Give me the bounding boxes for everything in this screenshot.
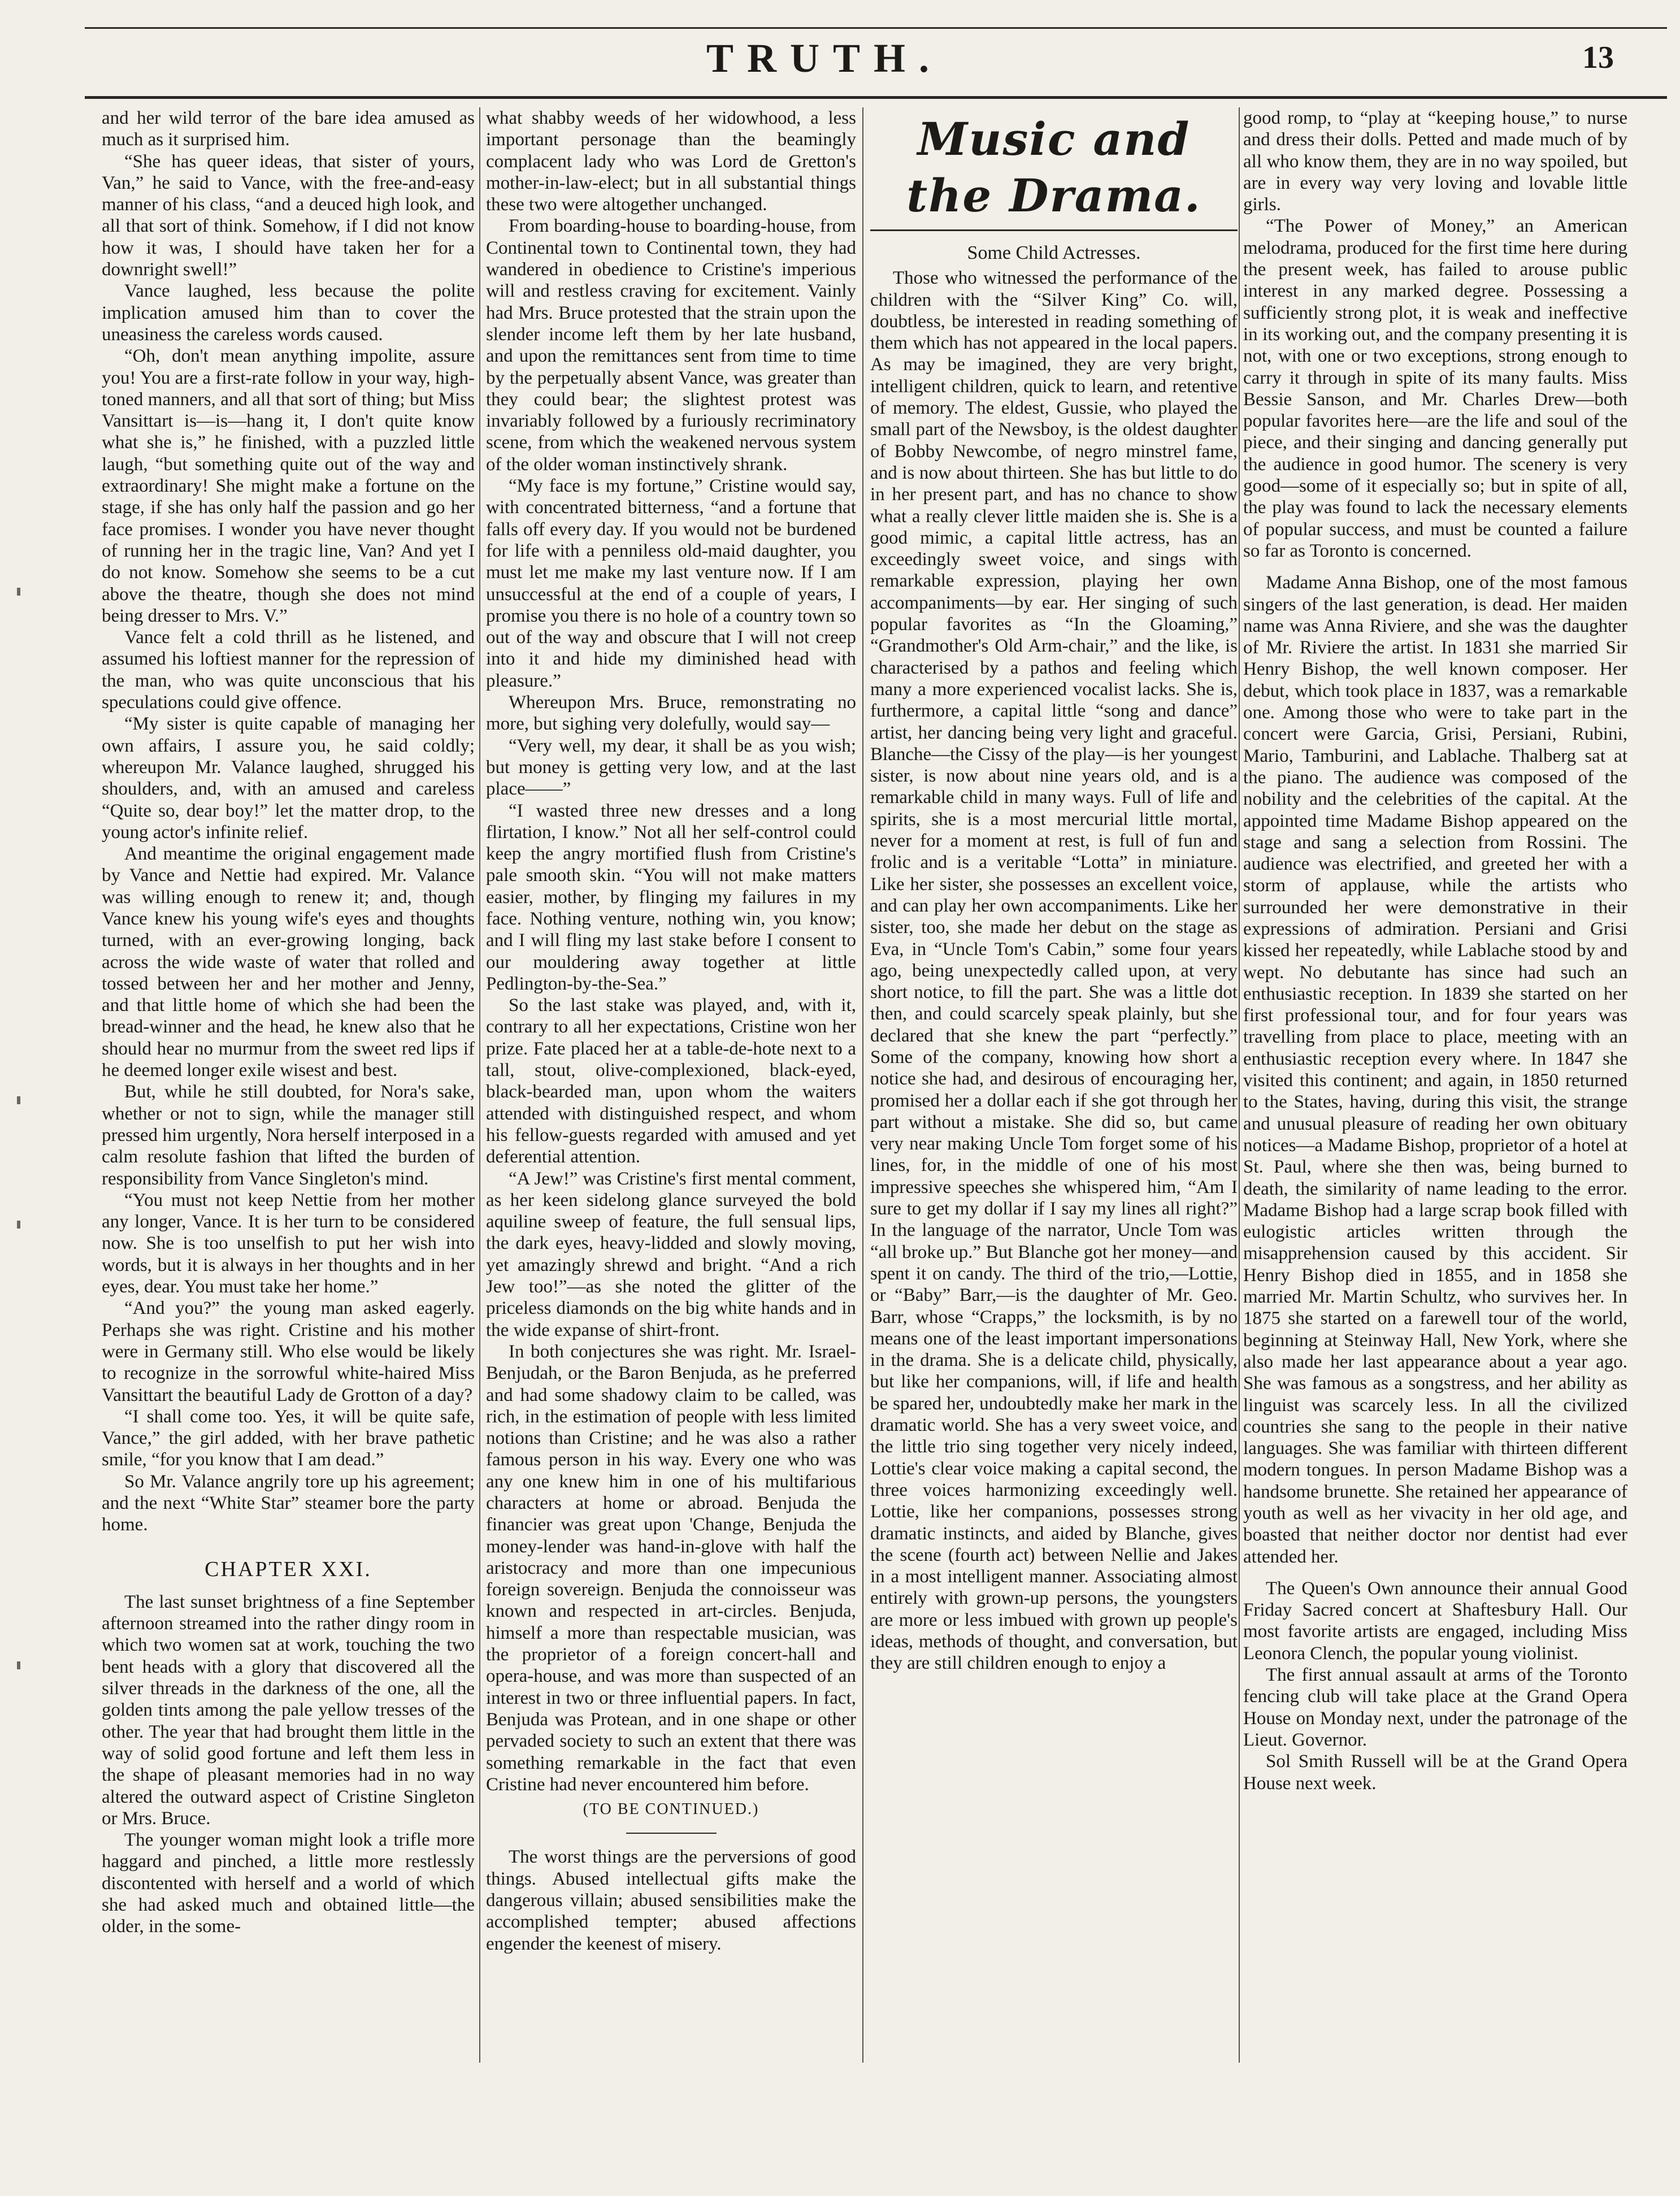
paragraph: “Oh, don't mean anything impolite, assure you! You are a first-rate follow in your way, high-toned manners, and all that sort of thing; but Miss Vansittart is—is—hang it, I don't quite know what she is,” he finished, with a puzzled little laugh, “but something quite out of the way and extraordinary! She might make a fortune on the stage, if she has only half the passion and go her face promises. I wonder you have never thought of running her in the tragic line, Van? And yet I do not know. Somehow she seems to be a cut above the theatre, though she does not mind being dresser to Mrs. V.” bbox=[102, 346, 475, 626]
paragraph: Whereupon Mrs. Bruce, remonstrating no more, but sighing very dolefully, would say— bbox=[486, 692, 856, 735]
paragraph: “I shall come too. Yes, it will be quite safe, Vance,” the girl added, with her brave pathetic smile, “for you know that I am dead.” bbox=[102, 1406, 475, 1470]
margin-mark bbox=[17, 1096, 20, 1104]
separator-rule bbox=[626, 1833, 717, 1834]
header-rule bbox=[85, 96, 1667, 99]
page-number: 13 bbox=[1582, 40, 1614, 75]
spacer bbox=[1243, 1568, 1627, 1578]
paragraph: and her wild terror of the bare idea amused as much as it surprised him. bbox=[102, 108, 475, 150]
paragraph: The younger woman might look a trifle more haggard and pinched, a little more restlessly discontented with herself and a world of which she had asked much and obtained little—the older, in the some- bbox=[102, 1830, 475, 1937]
column-3 bbox=[870, 107, 1238, 2068]
paragraph: The Queen's Own announce their annual Good Friday Sacred concert at Shaftesbury Hall. Our most favorite artists are engaged, including Miss Leonora Clench, the popular young violinist. bbox=[1243, 1578, 1627, 1664]
spacer bbox=[1243, 562, 1627, 572]
column-rule bbox=[479, 107, 480, 2063]
paragraph: In both conjectures she was right. Mr. Israel-Benjudah, or the Baron Benjuda, as he preferred and had some shadowy claim to be called, was rich, in the estimation of people with less limited notions than Cristine; and he was also a rather famous person in his way. Every one who was any one knew him in one of his multifarious characters at home or abroad. Benjuda the financier was great upon 'Change, Benjuda the money-lender was hand-in-glove with half the aristocracy and more than one impecunious foreign sovereign. Benjuda the connoisseur was known and respected in art-circles. Benjuda, himself a more than respectable musician, was the proprietor of a foreign concert-hall and opera-house, and was more than suspected of an interest in two or three influential papers. In fact, Benjuda was Protean, and in one shape or other pervaded society to such an extent that there was something remarkable in the fact that even Cristine had never encountered him before. bbox=[486, 1341, 856, 1795]
column-rule bbox=[862, 107, 863, 2063]
paragraph: The worst things are the perversions of good things. Abused intellectual gifts make the dangerous villain; abused sensibilities make the accomplished tempter; abused affections engender the keenest of misery. bbox=[486, 1847, 856, 1954]
paragraph: So Mr. Valance angrily tore up his agreement; and the next “White Star” steamer bore the party home. bbox=[102, 1471, 475, 1535]
paragraph: And meantime the original engagement made by Vance and Nettie had expired. Mr. Valance was willing enough to renew it; and, though Vance knew his young wife's eyes and thoughts turned, with an ever-growing longing, back across the wide waste of water that rolled and tossed between her and her mother and Jenny, and that little home of which she had been the bread-winner and the head, he knew also that he should hear no murmur from the sweet red lips if he deemed longer exile wisest and best. bbox=[102, 844, 475, 1081]
paragraph: So the last stake was played, and, with it, contrary to all her expectations, Cristine won her prize. Fate placed her at a table-de-hote next to a tall, stout, olive-complexioned, black-eyed, black-bearded man, upon whom the waiters attended with distinguished respect, and whom his fellow-guests regarded with amused and yet deferential attention. bbox=[486, 995, 856, 1168]
margin-mark bbox=[17, 1221, 20, 1229]
paragraph: what shabby weeds of her widowhood, a less important personage than the beamingly complacent lady who was Lord de Gretton's mother-in-law-elect; but in all substantial things these two were altogether unchanged. bbox=[486, 108, 856, 215]
paragraph: “My face is my fortune,” Cristine would say, with concentrated bitterness, “and a fortune that falls off every day. If you would not be burdened for life with a penniless old-maid daughter, you must let me make my last venture now. If I am unsuccessful at the end of a couple of years, I promise you there is no hole of a country town so out of the way and obscure that I will not creep into it and hide my diminished head with pleasure.” bbox=[486, 476, 856, 691]
paragraph: “My sister is quite capable of managing her own affairs, I assure you, he said coldly; whereupon Mr. Valance laughed, shrugged his shoulders, and, with an amused and careless “Quite so, dear boy!” let the matter drop, to the young actor's infinite relief. bbox=[102, 714, 475, 843]
paragraph: good romp, to “play at “keeping house,” to nurse and dress their dolls. Petted and made much of by all who know them, they are in no way spoiled, but are in every way very loving and lovable little girls. bbox=[1243, 108, 1627, 215]
column-2 bbox=[486, 107, 856, 2068]
section-title: Music and the Drama. bbox=[906, 112, 1201, 222]
margin-mark bbox=[17, 588, 20, 596]
paragraph: “And you?” the young man asked eagerly. Perhaps she was right. Cristine and his mother were in Germany still. Who else would be likely to recognize in the sorrowful white-haired Miss Vansittart the beautiful Lady de Grotton of a day? bbox=[102, 1298, 475, 1405]
section-rule bbox=[870, 229, 1238, 231]
top-rule bbox=[85, 27, 1667, 29]
paragraph: Sol Smith Russell will be at the Grand Opera House next week. bbox=[1243, 1751, 1627, 1794]
paragraph: “A Jew!” was Cristine's first mental comment, as her keen sidelong glance surveyed the bold aquiline sweep of feature, the full sensual lips, the dark eyes, heavy-lidded and slowly moving, yet amazingly shrewd and bright. “And a rich Jew too!”—as she noted the glitter of the priceless diamonds on the big white hands and in the wide expanse of shirt-front. bbox=[486, 1168, 856, 1340]
column-4 bbox=[1243, 107, 1627, 2068]
chapter-heading: CHAPTER XXI. bbox=[205, 1557, 372, 1581]
paragraph: The first annual assault at arms of the Toronto fencing club will take place at the Grand Opera House on Monday next, under the patronage of the Lieut. Governor. bbox=[1243, 1665, 1627, 1750]
paragraph: “I wasted three new dresses and a long flirtation, I know.” Not all her self-control could keep the angry mortified flush from Cristine's pale smooth skin. “You will not make matters easier, mother, by flinging my failures in my face. Nothing venture, nothing win, you know; and I will fling my last stake before I consent to our mouldering away together at little Pedlington-by-the-Sea.” bbox=[486, 800, 856, 994]
paragraph: The last sunset brightness of a fine September afternoon streamed into the rather dingy room in which two women sat at work, touching the two bent heads with a glory that discovered all the silver threads in the darkness of the one, all the golden tints among the pale yellow tresses of the other. The year that had brought them little in the way of solid good fortune and left them less in the shape of pleasant memories had in no way altered the outward aspect of Cristine Singleton or Mrs. Bruce. bbox=[102, 1591, 475, 1829]
masthead-title: TRUTH. bbox=[706, 36, 943, 81]
paragraph: Those who witnessed the performance of the children with the “Silver King” Co. will, doubtless, be interested in reading something of them which has not appeared in the local papers. As may be imagined, they are very bright, intelligent children, quick to learn, and retentive of memory. The eldest, Gussie, who played the small part of the Newsboy, is the oldest daughter of Bobby Newcombe, of negro minstrel fame, and is now about thirteen. She has but little to do in her present part, and has no chance to show what a really clever little maiden she is. She is a good mimic, a capital little actress, has an exceedingly sweet voice, and sings with remarkable expression, playing her own accompaniments—by ear. Her singing of such popular favorites as “In the Gloaming,” “Grandmother's Old Arm-chair,” and the like, is characterised by a pathos and feeling which many a more experienced vocalist lacks. She is, furthermore, a capital little “song and dance” artist, her dancing being very light and graceful. Blanche—the Cissy of the play—is her youngest sister, is now about nine years old, and is a remarkable child in many ways. Full of life and spirits, she is a most mercurial little mortal, never for a moment at rest, is full of fun and frolic and is a veritable “Lotta” in miniature. Like her sister, she possesses an excellent voice, and can play her own accompaniments. Like her sister, too, she made her debut on the stage as Eva, in “Uncle Tom's Cabin,” some four years ago, being unexpectedly called upon, at very short notice, to fill the part. She was a little dot then, and could scarcely speak plainly, but she declared that she knew the part “perfectly.” Some of the company, knowing how short a notice she had, and desirous of encouraging her, promised her a dollar each if she got through her part without a mistake. She did so, but came very near making Uncle Tom forget some of his lines, for, in the middle of one of his most impressive speeches she whispered him, “Am I sure to get my dollar if I say my lines all right?” In the language of the narrator, Uncle Tom was “all broke up.” But Blanche got her money—and spent it on candy. The third of the trio,—Lottie, or “Baby” Barr,—is the daughter of Mr. Geo. Barr, whose “Crapps,” the locksmith, is by no means one of the least important impersonations in the drama. She is a delicate child, physically, but like her companions, will, if life and health be spared her, undoubtedly make her mark in the dramatic world. She has a very sweet voice, and the little trio sing together very nicely indeed, Lottie's clear voice making a capital second, the three voices harmonizing exceedingly well. Lottie, like her companions, possesses strong dramatic instincts, and aided by Blanche, gives the scene (fourth act) between Nellie and Jakes in a most intelligent manner. Associating almost entirely with grown-up persons, the youngsters are more or less imbued with grown up people's ideas, methods of thought, and conversation, but they are still children enough to enjoy a bbox=[870, 268, 1238, 1674]
paragraph: “The Power of Money,” an American melodrama, produced for the first time here during the present week, has failed to arouse public interest in any marked degree. Possessing a sufficiently strong plot, it is weak and ineffective in its working out, and the company presenting it is not, with one or two exceptions, strong enough to carry it through in spite of its many faults. Miss Bessie Sanson, and Mr. Charles Drew—both popular favorites here—are the life and soul of the piece, and their singing and dancing generally put the audience in good humor. The scenery is very good—some of it especially so; but in spite of all, the play was found to lack the necessary elements of popular success, and must be counted a failure so far as Toronto is concerned. bbox=[1243, 216, 1627, 561]
paragraph: But, while he still doubted, for Nora's sake, whether or not to sign, while the manager still pressed him urgently, Nora herself interposed in a calm resolute fashion that lifted the burden of responsibility from Vance Singleton's mind. bbox=[102, 1082, 475, 1189]
paragraph: “You must not keep Nettie from her mother any longer, Vance. It is her turn to be considered now. She is too unselfish to put her wish into words, but it is always in her thoughts and in her eyes, dear. You must take her home.” bbox=[102, 1190, 475, 1297]
paragraph: Vance laughed, less because the polite implication amused him than to cover the uneasiness the careless words caused. bbox=[102, 281, 475, 345]
paragraph: Vance felt a cold thrill as he listened, and assumed his loftiest manner for the repression of the man, who was quite unconscious that his speculations could give offence. bbox=[102, 627, 475, 713]
paragraph: “Very well, my dear, it shall be as you wish; but money is getting very low, and at the last place——” bbox=[486, 735, 856, 800]
paragraph: Madame Anna Bishop, one of the most famous singers of the last generation, is dead. Her maiden name was Anna Riviere, and she was the daughter of Mr. Riviere the artist. In 1831 she married Sir Henry Bishop, the well known composer. Her debut, which took place in 1837, was a remarkable one. Among those who were to take part in the concert were Garcia, Grisi, Persiani, Rubini, Mario, Tamburini, and Lablache. Thalberg sat at the piano. The audience was composed of the nobility and the celebrities of the capital. At the appointed time Madame Bishop appeared on the stage and sang a selection from Rossini. The audience was electrified, and greeted her with a storm of applause, while the artists who surrounded her were demonstrative in their expressions of admiration. Persiani and Grisi kissed her repeatedly, while Lablache stood by and wept. No debutante has since had such an enthusiastic reception. In 1839 she started on her first professional tour, and for four years was travelling from place to place, meeting with an enthusiastic reception every where. In 1847 she visited this continent; and again, in 1850 returned to the States, having, during this visit, the strange and unusual pleasure of reading her own obituary notices—a Madame Bishop, proprietor of a hotel at St. Paul, where she then was, being burned to death, the similarity of name leading to the error. Madame Bishop had a large scrap book filled with eulogistic articles written through the misapprehension caused by this accident. Sir Henry Bishop died in 1855, and in 1858 she married Mr. Martin Schultz, who survives her. In 1875 she started on a farewell tour of the world, beginning at Steinway Hall, New York, where she also made her last appearance about a year ago. She was famous as a songstress, and her ability as linguist was scarcely less. In all the civilized countries she sang to the people in their native languages. She was familiar with thirteen different modern tongues. In person Madame Bishop was a handsome brunette. She retained her appearance of youth as well as her vivacity in her old age, and boasted that neither doctor nor dentist had ever attended her. bbox=[1243, 572, 1627, 1567]
to-be-continued: (TO BE CONTINUED.) bbox=[583, 1800, 759, 1819]
paragraph: “She has queer ideas, that sister of yours, Van,” he said to Vance, with the free-and-easy manner of his class, “and a deuced high look, and all that sort of think. Somehow, if I did not know how it was, I should have taken her for a downright swell!” bbox=[102, 151, 475, 280]
margin-mark bbox=[17, 1661, 20, 1669]
column-1 bbox=[102, 107, 475, 2068]
column-rule bbox=[1239, 107, 1240, 2063]
article-subhead: Some Child Actresses. bbox=[967, 242, 1141, 263]
paragraph: From boarding-house to boarding-house, from Continental town to Continental town, they had wandered in obedience to Cristine's imperious will and restless craving for excitement. Vainly had Mrs. Bruce protested that the strain upon the slender income left them by her late husband, and upon the remittances sent from time to time by the perpetually absent Vance, was greater than they could bear; the slightest protest was invariably followed by a furiously recriminatory scene, from which the weakened nervous system of the older woman instinctively shrank. bbox=[486, 216, 856, 475]
